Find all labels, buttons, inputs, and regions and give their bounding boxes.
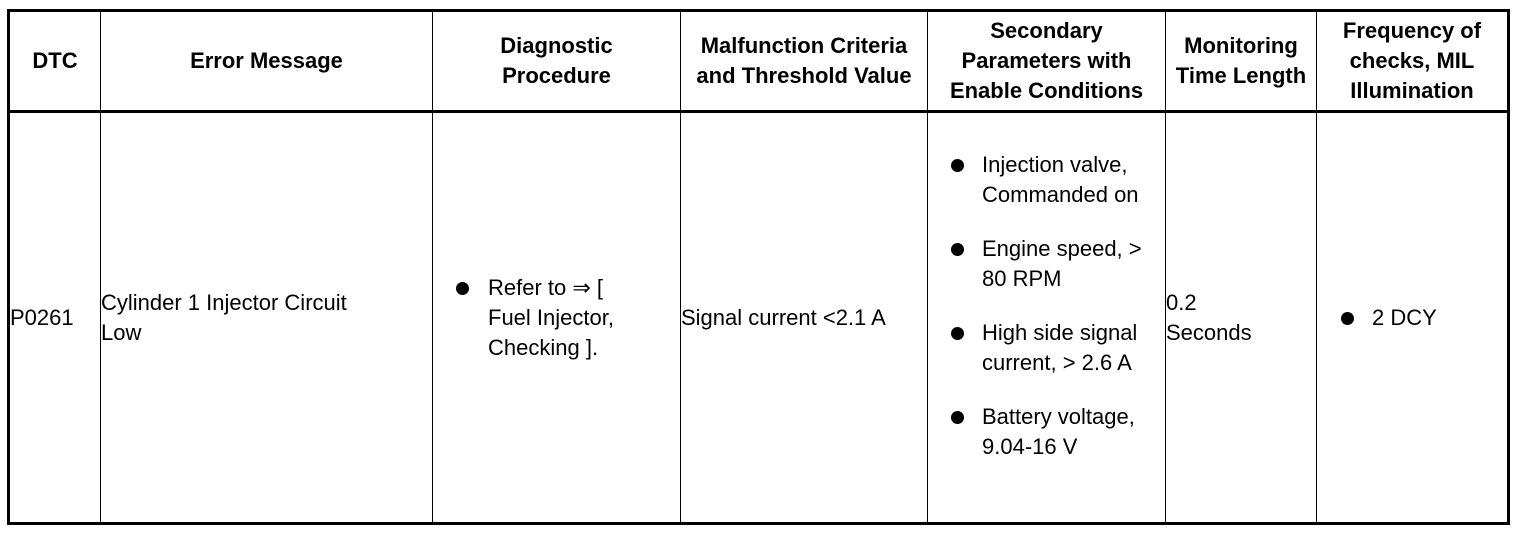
header-error-message: Error Message xyxy=(101,11,433,112)
cell-secondary-parameters xyxy=(928,112,1166,524)
header-monitoring-time: Monitoring Time Length xyxy=(1166,11,1317,112)
secondary-parameter-text: High side signal current, > 2.6 A xyxy=(982,319,1138,375)
table-row xyxy=(9,112,1509,524)
frequency-list xyxy=(1317,303,1507,333)
cell-dtc: P0261 xyxy=(9,112,101,524)
secondary-parameter-item xyxy=(928,150,1165,210)
secondary-parameter-item xyxy=(928,234,1165,294)
procedure-list xyxy=(433,273,650,363)
header-malfunction-criteria: Malfunction Criteria and Threshold Value xyxy=(681,11,928,112)
header-secondary-parameters: Secondary Parameters with Enable Conditions xyxy=(928,11,1166,112)
frequency-item xyxy=(1317,303,1507,333)
secondary-parameter-item xyxy=(928,318,1165,378)
secondary-parameter-text: Injection valve, Commanded on xyxy=(982,151,1139,207)
header-diagnostic-procedure: Diagnostic Procedure xyxy=(433,11,681,112)
secondary-parameter-item xyxy=(928,402,1165,462)
dtc-table xyxy=(7,9,1510,525)
table-header-row xyxy=(9,11,1509,112)
cell-error-message: Cylinder 1 Injector Circuit Low xyxy=(101,112,433,524)
frequency-text: 2 DCY xyxy=(1372,304,1437,330)
secondary-parameters-list xyxy=(928,150,1165,462)
bullet-icon xyxy=(951,243,964,256)
cell-malfunction-criteria: Signal current <2.1 A xyxy=(681,112,928,524)
cell-monitoring-time: 0.2 Seconds xyxy=(1166,112,1317,524)
secondary-parameter-text: Battery voltage, 9.04-16 V xyxy=(982,403,1135,459)
procedure-item xyxy=(433,273,650,363)
bullet-icon xyxy=(1341,312,1354,325)
bullet-icon xyxy=(951,159,964,172)
header-dtc: DTC xyxy=(9,11,101,112)
cell-diagnostic-procedure xyxy=(433,112,681,524)
secondary-parameter-text: Engine speed, > 80 RPM xyxy=(982,235,1142,291)
bullet-icon xyxy=(951,327,964,340)
bullet-icon xyxy=(456,282,469,295)
header-frequency: Frequency of checks, MIL Illumination xyxy=(1317,11,1509,112)
procedure-text: Refer to ⇒ [ Fuel Injector, Checking ]. xyxy=(488,274,614,360)
cell-frequency xyxy=(1317,112,1509,524)
bullet-icon xyxy=(951,411,964,424)
